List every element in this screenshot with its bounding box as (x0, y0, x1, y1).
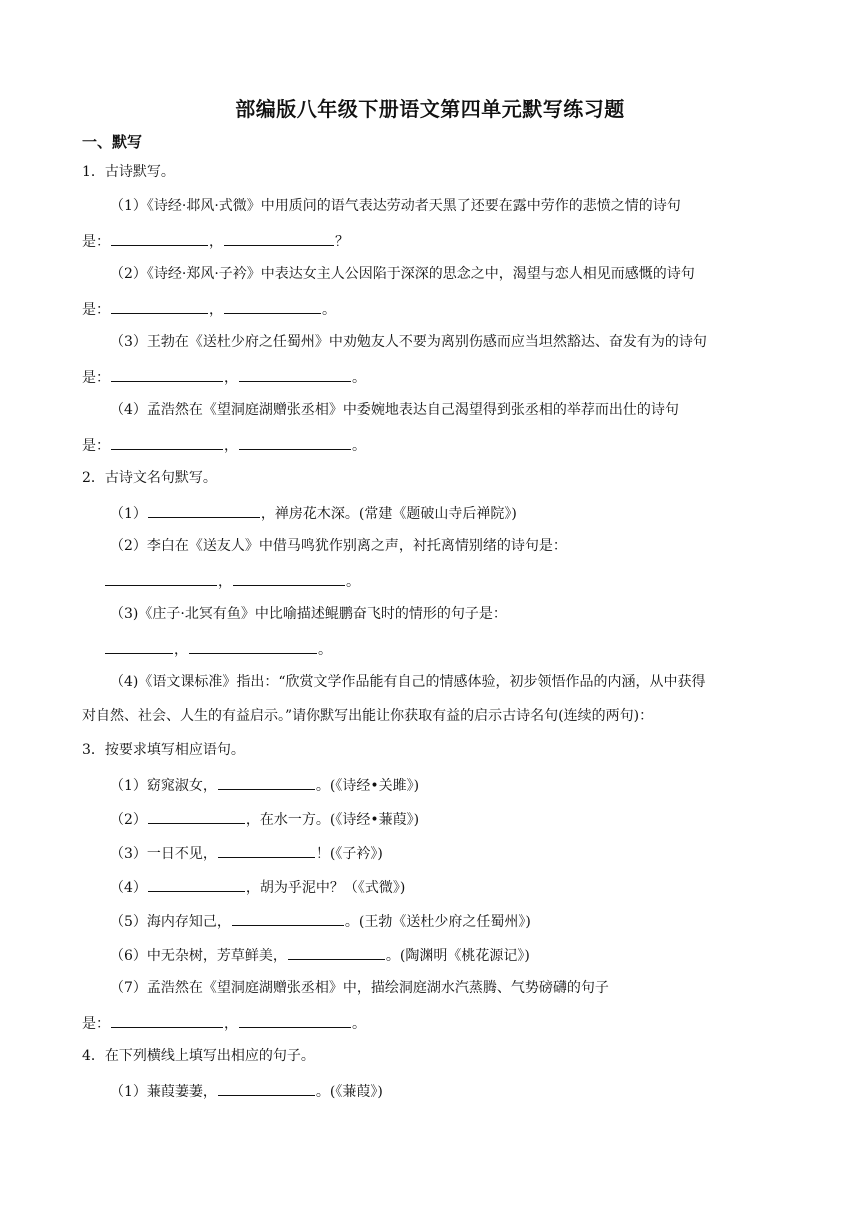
comma: ， (224, 438, 238, 454)
punctuation: 。 (352, 1016, 366, 1032)
question-3-item-2 (110, 808, 419, 830)
answer-blank[interactable] (218, 1080, 315, 1096)
comma: ， (174, 642, 188, 658)
punctuation: 。 (322, 302, 336, 318)
answer-blank[interactable] (288, 944, 385, 960)
item-text: （1）窈窕淑女， (110, 778, 217, 794)
item-source: ！(《子衿》) (315, 846, 383, 862)
answer-blank[interactable] (224, 230, 334, 246)
comma: ， (209, 302, 223, 318)
answer-blank[interactable] (239, 434, 351, 450)
answer-blank[interactable] (148, 876, 245, 892)
question-2-item-3-answer (104, 638, 332, 660)
question-1-label: 1．古诗默写。 (82, 164, 175, 180)
answer-prefix: 是： (82, 234, 110, 250)
comma: ， (224, 1016, 238, 1032)
question-2-item-1 (110, 502, 517, 524)
answer-prefix: 是： (82, 1016, 110, 1032)
question-1-item-2-text: （2）《诗经·郑风·子衿》中表达女主人公因陷于深深的思念之中，渴望与恋人相见而感慨的诗句 (110, 266, 695, 282)
punctuation: 。 (352, 370, 366, 386)
item-number: （2） (110, 812, 147, 828)
comma: ， (224, 370, 238, 386)
comma: ， (218, 574, 232, 590)
question-2-label: 2．古诗文名句默写。 (82, 470, 217, 486)
item-text: （3）一日不见， (110, 846, 217, 862)
question-3-item-7-answer (82, 1012, 366, 1034)
punctuation: 。 (352, 438, 366, 454)
answer-blank[interactable] (105, 638, 173, 654)
answer-blank[interactable] (233, 570, 345, 586)
item-text: ，禅房花木深。(常建《题破山寺后禅院》) (260, 506, 517, 522)
question-1-item-3-text: （3）王勃在《送杜少府之任蜀州》中劝勉友人不要为离别伤感而应当坦然豁达、奋发有为的诗句 (110, 334, 707, 350)
answer-blank[interactable] (105, 570, 217, 586)
question-1-item-4-text: （4）孟浩然在《望洞庭湖赠张丞相》中委婉地表达自己渴望得到张丞相的举荐而出仕的诗句 (110, 402, 679, 418)
answer-blank[interactable] (239, 366, 351, 382)
question-3-item-6 (110, 944, 530, 966)
question-2-item-4-text-line-2: 对自然、社会、人生的有益启示。”请你默写出能让你获取有益的启示古诗名句(连续的两句)： (82, 708, 654, 724)
question-1-item-3-answer (82, 366, 366, 388)
answer-blank[interactable] (111, 298, 208, 314)
item-source: 。(陶渊明《桃花源记》) (385, 948, 530, 964)
item-text: （6）中无杂树，芳草鲜美， (110, 948, 287, 964)
answer-prefix: 是： (82, 438, 110, 454)
question-3-item-4 (110, 876, 405, 898)
section-heading: 一、默写 (82, 133, 143, 151)
answer-blank[interactable] (224, 298, 321, 314)
answer-blank[interactable] (232, 910, 344, 926)
punctuation: ？ (335, 234, 349, 250)
question-4-item-1 (110, 1080, 383, 1102)
answer-blank[interactable] (148, 808, 245, 824)
item-text: （1）蒹葭萋萋， (110, 1084, 217, 1100)
comma: ， (209, 234, 223, 250)
answer-prefix: 是： (82, 302, 110, 318)
answer-blank[interactable] (111, 434, 223, 450)
question-2-item-4-text-line-1: （4)《语文课标准》指出：“欣赏文学作品能有自己的情感体验，初步领悟作品的内涵，从中获得 (110, 674, 706, 690)
answer-prefix: 是： (82, 370, 110, 386)
answer-blank[interactable] (218, 842, 315, 858)
item-source: 。(《诗经•关雎》) (315, 778, 420, 794)
question-1-item-1-text: （1）《诗经·邶风·式微》中用质问的语气表达劳动者天黑了还要在露中劳作的悲愤之情的诗句 (110, 198, 681, 214)
question-3-item-1 (110, 774, 419, 796)
item-text: ，在水一方。(《诗经•蒹葭》) (245, 812, 420, 828)
item-source: 。(王勃《送杜少府之任蜀州》) (344, 914, 531, 930)
question-1-item-2-answer (82, 298, 336, 320)
question-2-item-2-text: （2）李白在《送友人》中借马鸣犹作别离之声，衬托离情别绪的诗句是： (110, 538, 567, 554)
answer-blank[interactable] (218, 774, 315, 790)
page-title: 部编版八年级下册语文第四单元默写练习题 (235, 97, 625, 121)
answer-blank[interactable] (111, 366, 223, 382)
answer-blank[interactable] (111, 230, 208, 246)
item-text: （5）海内存知己， (110, 914, 231, 930)
question-3-item-3 (110, 842, 383, 864)
question-3-label: 3．按要求填写相应语句。 (82, 742, 245, 758)
answer-blank[interactable] (111, 1012, 223, 1028)
item-number: （4） (110, 880, 147, 896)
question-2-item-3-text: （3)《庄子·北冥有鱼》中比喻描述鲲鹏奋飞时的情形的句子是： (110, 606, 507, 622)
answer-blank[interactable] (239, 1012, 351, 1028)
question-3-item-7-text: （7）孟浩然在《望洞庭湖赠张丞相》中，描绘洞庭湖水汽蒸腾、气势磅礴的句子 (110, 980, 609, 996)
question-2-item-2-answer (104, 570, 360, 592)
item-source: 。(《蒹葭》) (315, 1084, 383, 1100)
question-4-label: 4．在下列横线上填写出相应的句子。 (82, 1048, 315, 1064)
punctuation: 。 (318, 642, 332, 658)
question-1-item-4-answer (82, 434, 366, 456)
question-1-item-1-answer (82, 230, 349, 252)
question-3-item-5 (110, 910, 531, 932)
punctuation: 。 (346, 574, 360, 590)
answer-blank[interactable] (148, 502, 260, 518)
item-number: （1） (110, 506, 147, 522)
answer-blank[interactable] (189, 638, 317, 654)
item-text: ，胡为乎泥中？（《式微》) (245, 880, 406, 896)
